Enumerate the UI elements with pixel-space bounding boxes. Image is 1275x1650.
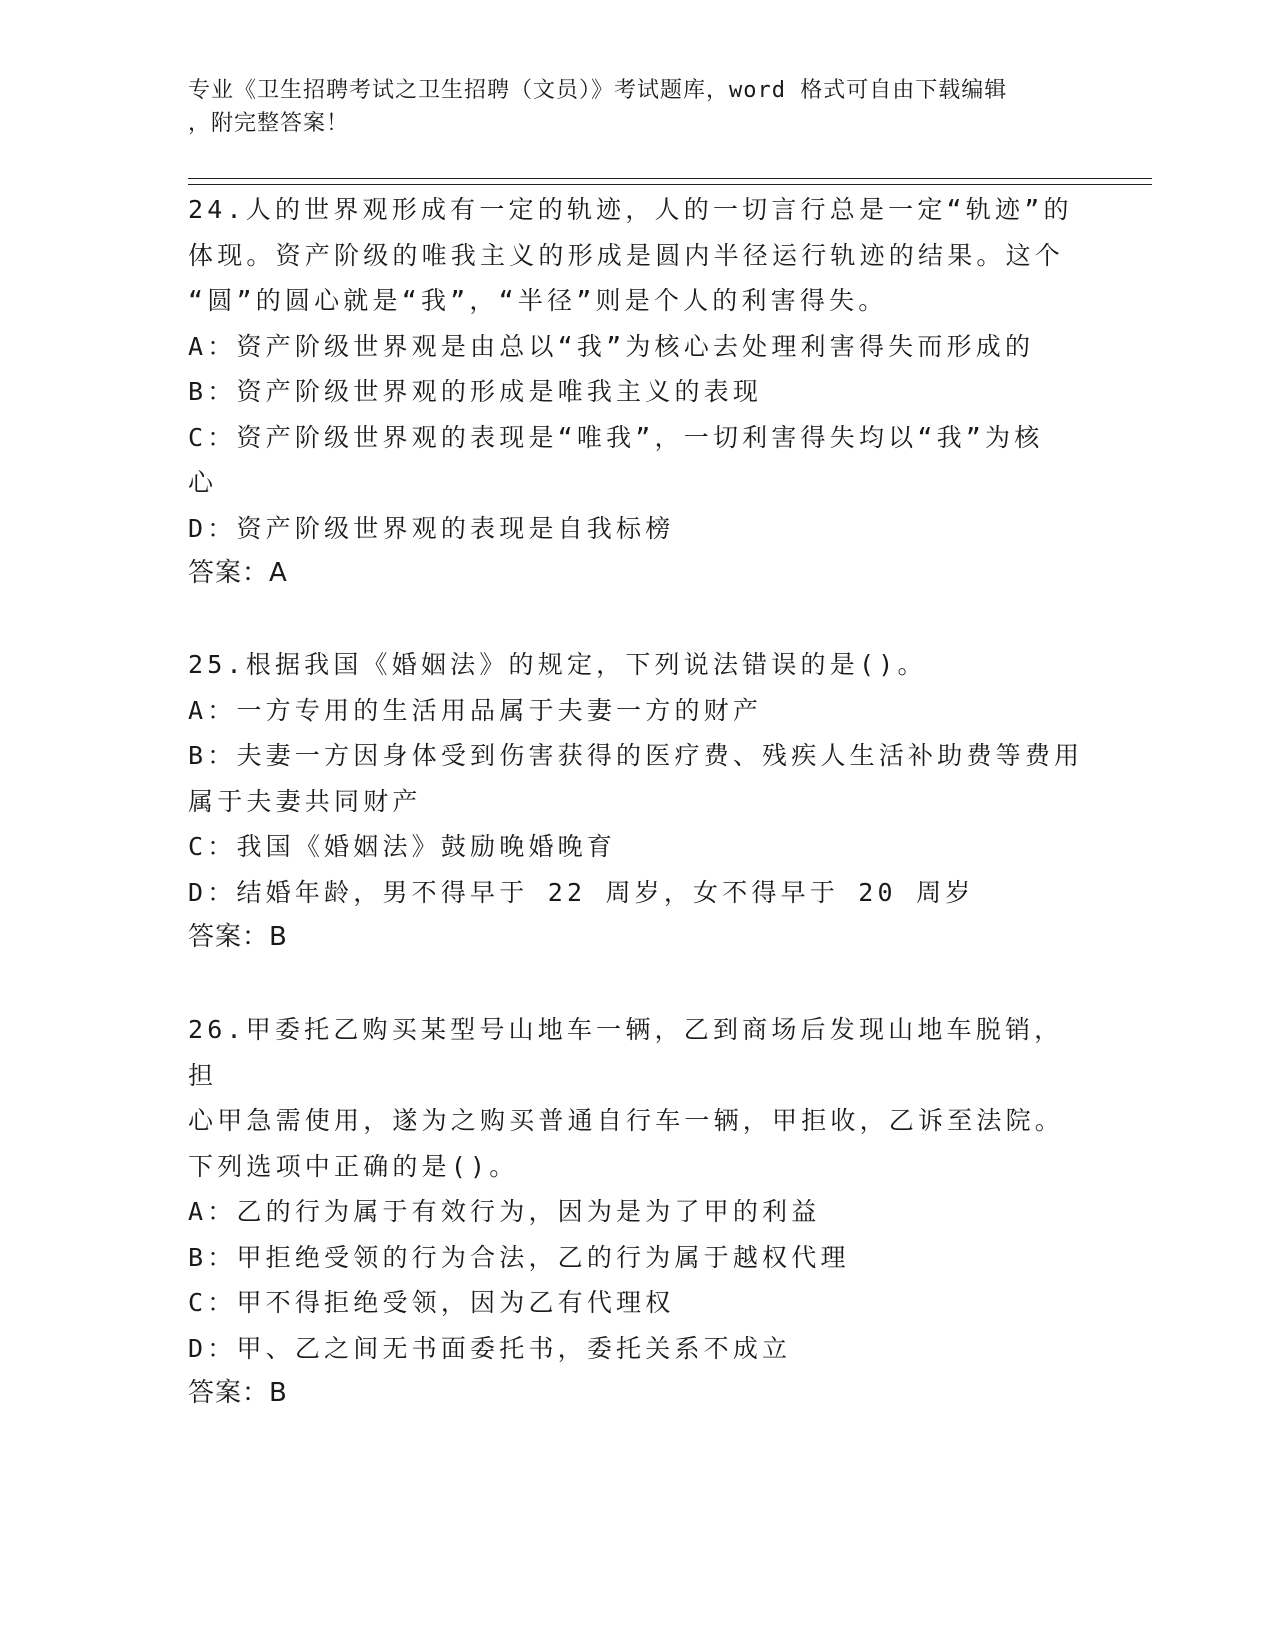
- question-stem-line: 24.人的世界观形成有一定的轨迹，人的一切言行总是一定“轨迹”的: [188, 195, 1073, 224]
- question-stem-line: 26.甲委托乙购买某型号山地车一辆，乙到商场后发现山地车脱销，担: [188, 1015, 1064, 1090]
- option-a: A：一方专用的生活用品属于夫妻一方的财产: [188, 695, 763, 725]
- question-26: [188, 1007, 1088, 1417]
- question-stem-line: 下列选项中正确的是()。: [188, 1151, 519, 1181]
- option-d: D：资产阶级世界观的表现是自我标榜: [188, 513, 675, 543]
- question-25: [188, 642, 1088, 961]
- header-line-1: 专业《卫生招聘考试之卫生招聘（文员）》考试题库，word 格式可自由下载编辑: [188, 78, 1008, 103]
- option-b: B：夫妻一方因身体受到伤害获得的医疗费、残疾人生活补助费等费用: [188, 741, 1084, 770]
- option-c-continued: 心: [188, 468, 218, 497]
- option-d: D：甲、乙之间无书面委托书，委托关系不成立: [188, 1333, 792, 1363]
- document-header: [188, 74, 1068, 140]
- option-c: C：甲不得拒绝受领，因为乙有代理权: [188, 1288, 675, 1317]
- answer-label: 答案：A: [188, 558, 288, 588]
- option-b-continued: 属于夫妻共同财产: [188, 786, 422, 816]
- question-stem-line: 25.根据我国《婚姻法》的规定，下列说法错误的是()。: [188, 650, 927, 679]
- answer-label: 答案：B: [188, 1378, 288, 1408]
- option-d: D：结婚年龄，男不得早于 22 周岁，女不得早于 20 周岁: [188, 877, 975, 907]
- option-c: C：我国《婚姻法》鼓励晚婚晚育: [188, 832, 617, 861]
- header-line-2: ，附完整答案！: [188, 111, 350, 136]
- option-b: B：甲拒绝受领的行为合法，乙的行为属于越权代理: [188, 1242, 850, 1272]
- option-b: B：资产阶级世界观的形成是唯我主义的表现: [188, 377, 763, 406]
- header-rule-top: [188, 178, 1152, 179]
- option-a: A：资产阶级世界观是由总以“我”为核心去处理利害得失而形成的: [188, 331, 1035, 361]
- answer-label: 答案：B: [188, 922, 288, 952]
- option-a: A：乙的行为属于有效行为，因为是为了甲的利益: [188, 1197, 821, 1226]
- question-stem-line: 心甲急需使用，遂为之购买普通自行车一辆，甲拒收，乙诉至法院。: [188, 1106, 1065, 1135]
- header-rule-bottom: [188, 184, 1152, 185]
- question-stem-line: “圆”的圆心就是“我”，“半径”则是个人的利害得失。: [188, 286, 888, 315]
- option-c: C：资产阶级世界观的表现是“唯我”，一切利害得失均以“我”为核: [188, 422, 1044, 452]
- question-24: [188, 187, 1088, 597]
- question-stem-line: 体现。资产阶级的唯我主义的形成是圆内半径运行轨迹的结果。这个: [188, 240, 1065, 270]
